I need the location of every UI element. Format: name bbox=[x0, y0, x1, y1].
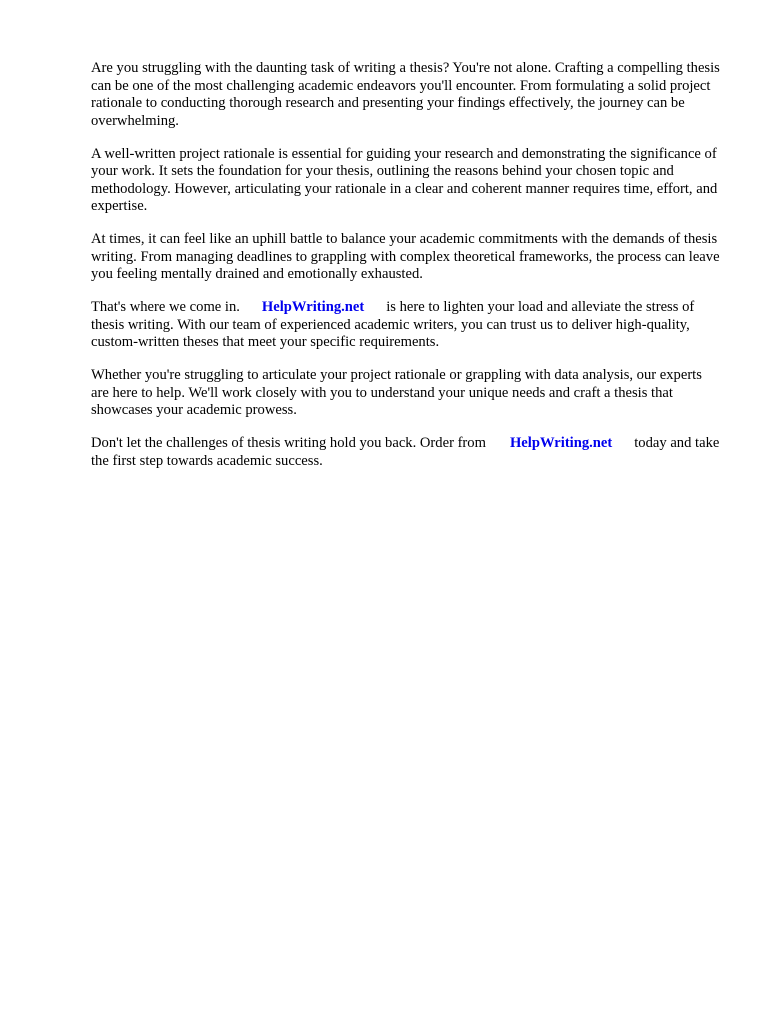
cta-text-after: today and take the first step towards academic success. bbox=[91, 435, 720, 469]
paragraph-rationale: A well-written project rationale is essential for guiding your research and demonstrating the significance of your work. It sets the foundation for your thesis, outlining the reasons behind your chosen topic and methodology. However, articulating your rationale in a clear and coherent manner requires time, effort, and expertise. bbox=[91, 145, 718, 214]
paragraph-intro: Are you struggling with the daunting task of writing a thesis? You're not alone. Crafting a compelling thesis can be one of the most challenging academic endeavors you'll encounter. From formulating a solid project rationale to conducting thorough research and presenting your findings effectively, the journey can be overwhelming. bbox=[91, 60, 720, 129]
document-body bbox=[91, 60, 723, 486]
paragraph-challenges: At times, it can feel like an uphill battle to balance your academic commitments with the demands of thesis writing. From managing deadlines to grappling with complex theoretical frameworks, the process can leave you feeling mentally drained and emotionally exhausted. bbox=[91, 231, 720, 282]
helpwriting-order-link[interactable]: HelpWriting.net bbox=[509, 435, 613, 451]
paragraph-cta bbox=[91, 435, 723, 470]
service-text-after: is here to lighten your load and alleviate the stress of thesis writing. With our team of experienced academic writers, you can trust us to deliver high-quality, custom-written theses that meet your specific requirements. bbox=[91, 299, 695, 350]
service-text-before: That's where we come in. bbox=[91, 299, 240, 315]
paragraph-service bbox=[91, 299, 723, 352]
paragraph-experts: Whether you're struggling to articulate your project rationale or grappling with data analysis, our experts are here to help. We'll work closely with you to understand your unique needs and craft a thesis that showcases your academic prowess. bbox=[91, 367, 702, 418]
cta-text-before: Don't let the challenges of thesis writing hold you back. Order from bbox=[91, 435, 486, 451]
helpwriting-link[interactable]: HelpWriting.net bbox=[261, 299, 365, 315]
